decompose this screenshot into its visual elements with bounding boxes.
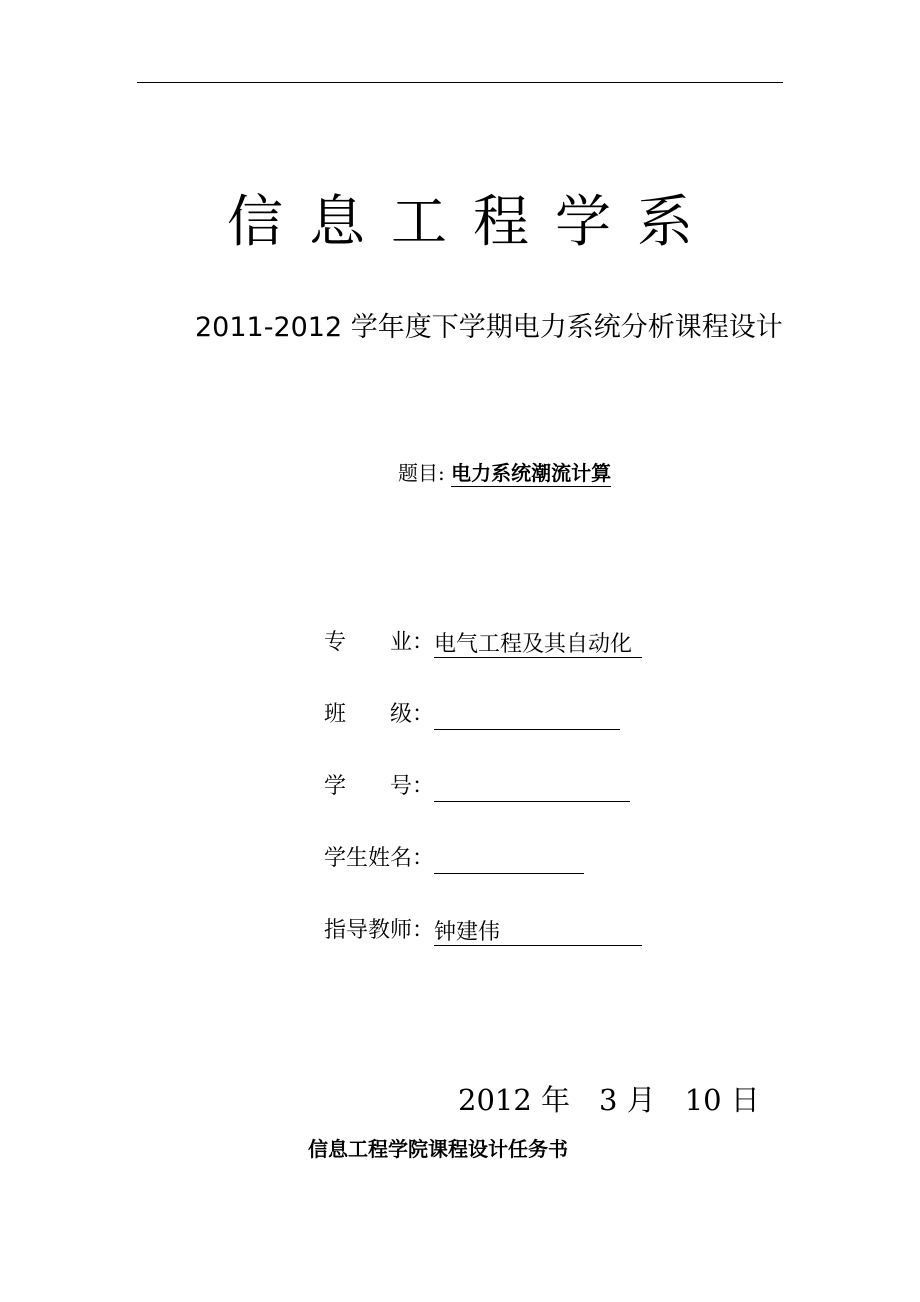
major-row [324, 628, 642, 658]
student-name-value [434, 846, 584, 874]
student-name-label: 学生姓名： [324, 846, 435, 871]
topic-label: 题目: [398, 461, 445, 485]
advisor-value: 钟建伟 [434, 918, 642, 946]
class-label: 班 级： [324, 702, 435, 727]
student-name-row [324, 844, 584, 874]
major-value: 电气工程及其自动化 [434, 630, 642, 658]
student-id-value [434, 774, 630, 802]
student-id-label: 学 号： [324, 774, 435, 799]
topic-value: 电力系统潮流计算 [451, 461, 612, 485]
class-value [434, 702, 620, 730]
major-label: 专 业： [324, 630, 435, 655]
advisor-row [324, 916, 642, 946]
topic-row [398, 458, 611, 488]
student-id-row [324, 772, 630, 802]
course-title: 2011-2012 学年度下学期电力系统分析课程设计 [195, 312, 783, 343]
header-rule [137, 82, 783, 83]
department-title: 信息工程学系 [227, 190, 719, 255]
advisor-label: 指导教师： [324, 918, 435, 943]
task-book-title: 信息工程学院课程设计任务书 [308, 1137, 568, 1161]
date: 2012 年 3 月 10 日 [458, 1083, 760, 1117]
class-row [324, 700, 620, 730]
